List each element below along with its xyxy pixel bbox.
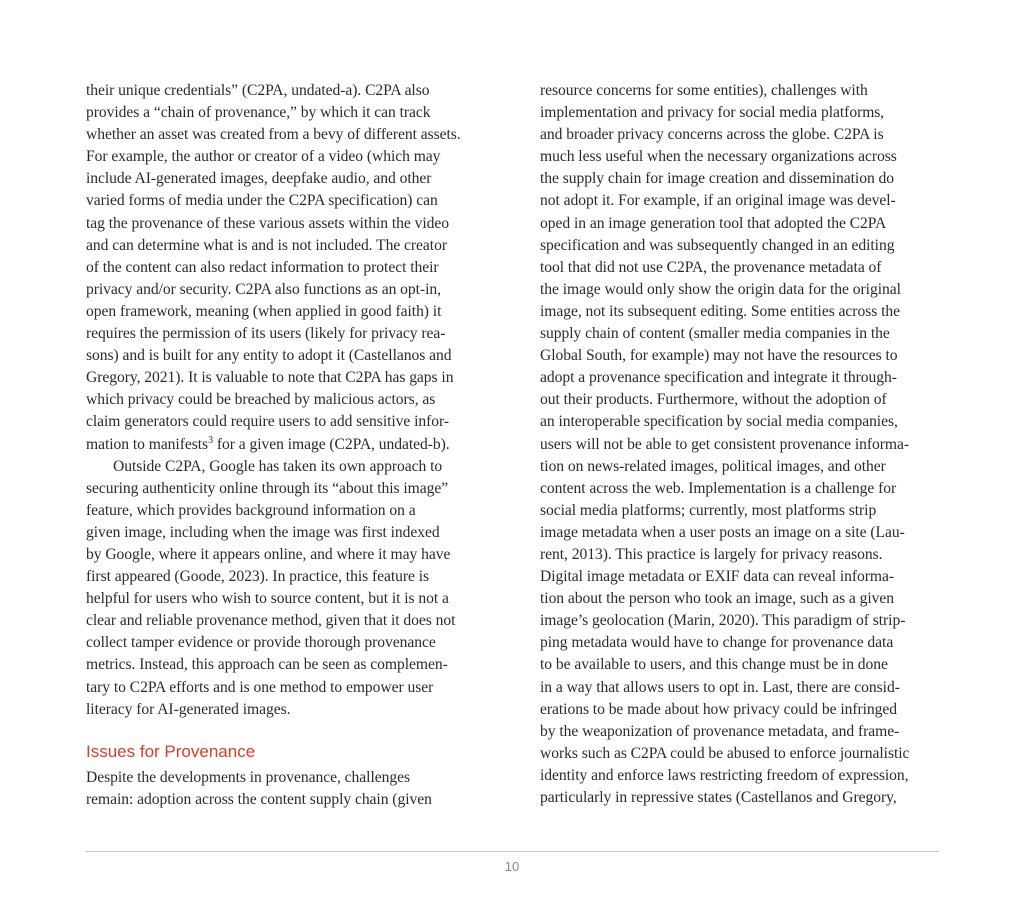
text-line: securing authenticity online through its “about this image” [86,479,449,497]
paragraph-3 [86,767,486,811]
text-line: whether an asset was created from a bevy of different assets. [86,126,461,144]
text-line: erations to be made about how privacy could be infringed [540,700,898,718]
text-line: helpful for users who wish to source content, but it is not a [86,590,449,608]
text-line: rent, 2013). This practice is largely for privacy reasons. [540,545,883,563]
text-line: much less useful when the necessary organizations across [540,148,897,166]
text-line: resource concerns for some entities), challenges with [540,82,868,99]
text-line: tion on news-related images, political images, and other [540,457,886,475]
text-line: which privacy could be breached by malicious actors, as [86,391,436,409]
text-run: mation to manifests [86,435,209,453]
text-line: works such as C2PA could be abused to enforce journalistic [540,744,910,762]
text-line: an interoperable specification by social media companies, [540,413,898,431]
text-line: particularly in repressive states (Castellanos and Gregory, [540,789,897,806]
text-line: privacy and/or security. C2PA also functions as an opt-in, [86,280,441,298]
text-line: to be available to users, and this change must be in done [540,656,888,674]
text-line: image metadata when a user posts an image on a site (Lau- [540,523,905,541]
text-line: supply chain of content (smaller media companies in the [540,325,890,343]
text-line: image, not its subsequent editing. Some entities across the [540,302,900,320]
text-run: for a given image (C2PA, undated-b). [213,435,450,453]
text-line: Global South, for example) may not have the resources to [540,347,898,365]
text-line: implementation and privacy for social media platforms, [540,104,885,122]
text-line: provides a “chain of provenance,” by which it can track [86,104,431,122]
text-line: Digital image metadata or EXIF data can reveal informa- [540,568,895,586]
paragraph-2 [86,456,486,721]
text-line: content across the web. Implementation is a challenge for [540,479,897,497]
right-column [540,80,940,809]
text-line: the image would only show the origin data for the original [540,280,901,298]
text-line: social media platforms; currently, most platforms strip [540,501,877,519]
text-line: clear and reliable provenance method, given that it does not [86,612,456,630]
text-line: collect tamper evidence or provide thorough provenance [86,634,436,652]
text-line: feature, which provides background information on a [86,501,416,519]
text-line: and broader privacy concerns across the globe. C2PA is [540,126,884,144]
paragraph-1-last-line [86,434,486,456]
footer-rule [86,851,939,852]
text-line: of the content can also redact information to protect their [86,258,439,276]
text-line: their unique credentials” (C2PA, undated-a). C2PA also [86,82,430,99]
text-line: image’s geolocation (Marin, 2020). This paradigm of strip- [540,612,906,630]
text-line: adopt a provenance specification and integrate it through- [540,369,897,387]
text-line: metrics. Instead, this approach can be seen as complemen- [86,656,448,674]
text-line: open framework, meaning (when applied in good faith) it [86,302,442,320]
paragraph-1 [86,80,486,434]
text-line: specification and was subsequently changed in an editing [540,236,895,254]
text-line: literacy for AI-generated images. [86,700,291,718]
text-line: identity and enforce laws restricting freedom of expression, [540,766,909,784]
text-line: requires the permission of its users (likely for privacy rea- [86,325,446,343]
text-line: out their products. Furthermore, without the adoption of [540,391,887,409]
text-line: claim generators could require users to add sensitive infor- [86,413,450,431]
text-line: Outside C2PA, Google has taken its own approach to [113,457,443,475]
text-line: users will not be able to get consistent provenance informa- [540,435,909,453]
text-line: first appeared (Goode, 2023). In practice, this feature is [86,568,430,586]
text-line: not adopt it. For example, if an original image was devel- [540,192,896,210]
left-column [86,80,486,811]
text-line: by Google, where it appears online, and where it may have [86,545,451,563]
section-heading: Issues for Provenance [86,741,256,761]
text-line: Gregory, 2021). It is valuable to note that C2PA has gaps in [86,369,454,387]
text-line: and can determine what is and is not included. The creator [86,236,447,254]
text-line: include AI-generated images, deepfake audio, and other [86,170,432,188]
text-line: tag the provenance of these various assets within the video [86,214,449,232]
text-line: tion about the person who took an image, such as a given [540,590,895,608]
text-line: in a way that allows users to opt in. Last, there are consid- [540,678,900,696]
text-line: remain: adoption across the content supply chain (given [86,790,432,808]
text-line: tool that did not use C2PA, the provenance metadata of [540,258,882,276]
text-line: oped in an image generation tool that adopted the C2PA [540,214,887,232]
text-line: sons) and is built for any entity to adopt it (Castellanos and [86,347,452,365]
page-number: 10 [504,859,520,874]
paragraph-continued [540,80,940,809]
text-line: For example, the author or creator of a video (which may [86,148,441,166]
text-line: ping metadata would have to change for provenance data [540,634,894,652]
text-line: tary to C2PA efforts and is one method to empower user [86,678,434,696]
footnote-reference: 3 [208,434,214,446]
text-line: varied forms of media under the C2PA specification) can [86,192,438,210]
text-line: the supply chain for image creation and dissemination do [540,170,895,188]
text-line: given image, including when the image was first indexed [86,523,440,541]
text-line: Despite the developments in provenance, challenges [86,768,410,786]
text-line: by the weaponization of provenance metadata, and frame- [540,722,900,740]
